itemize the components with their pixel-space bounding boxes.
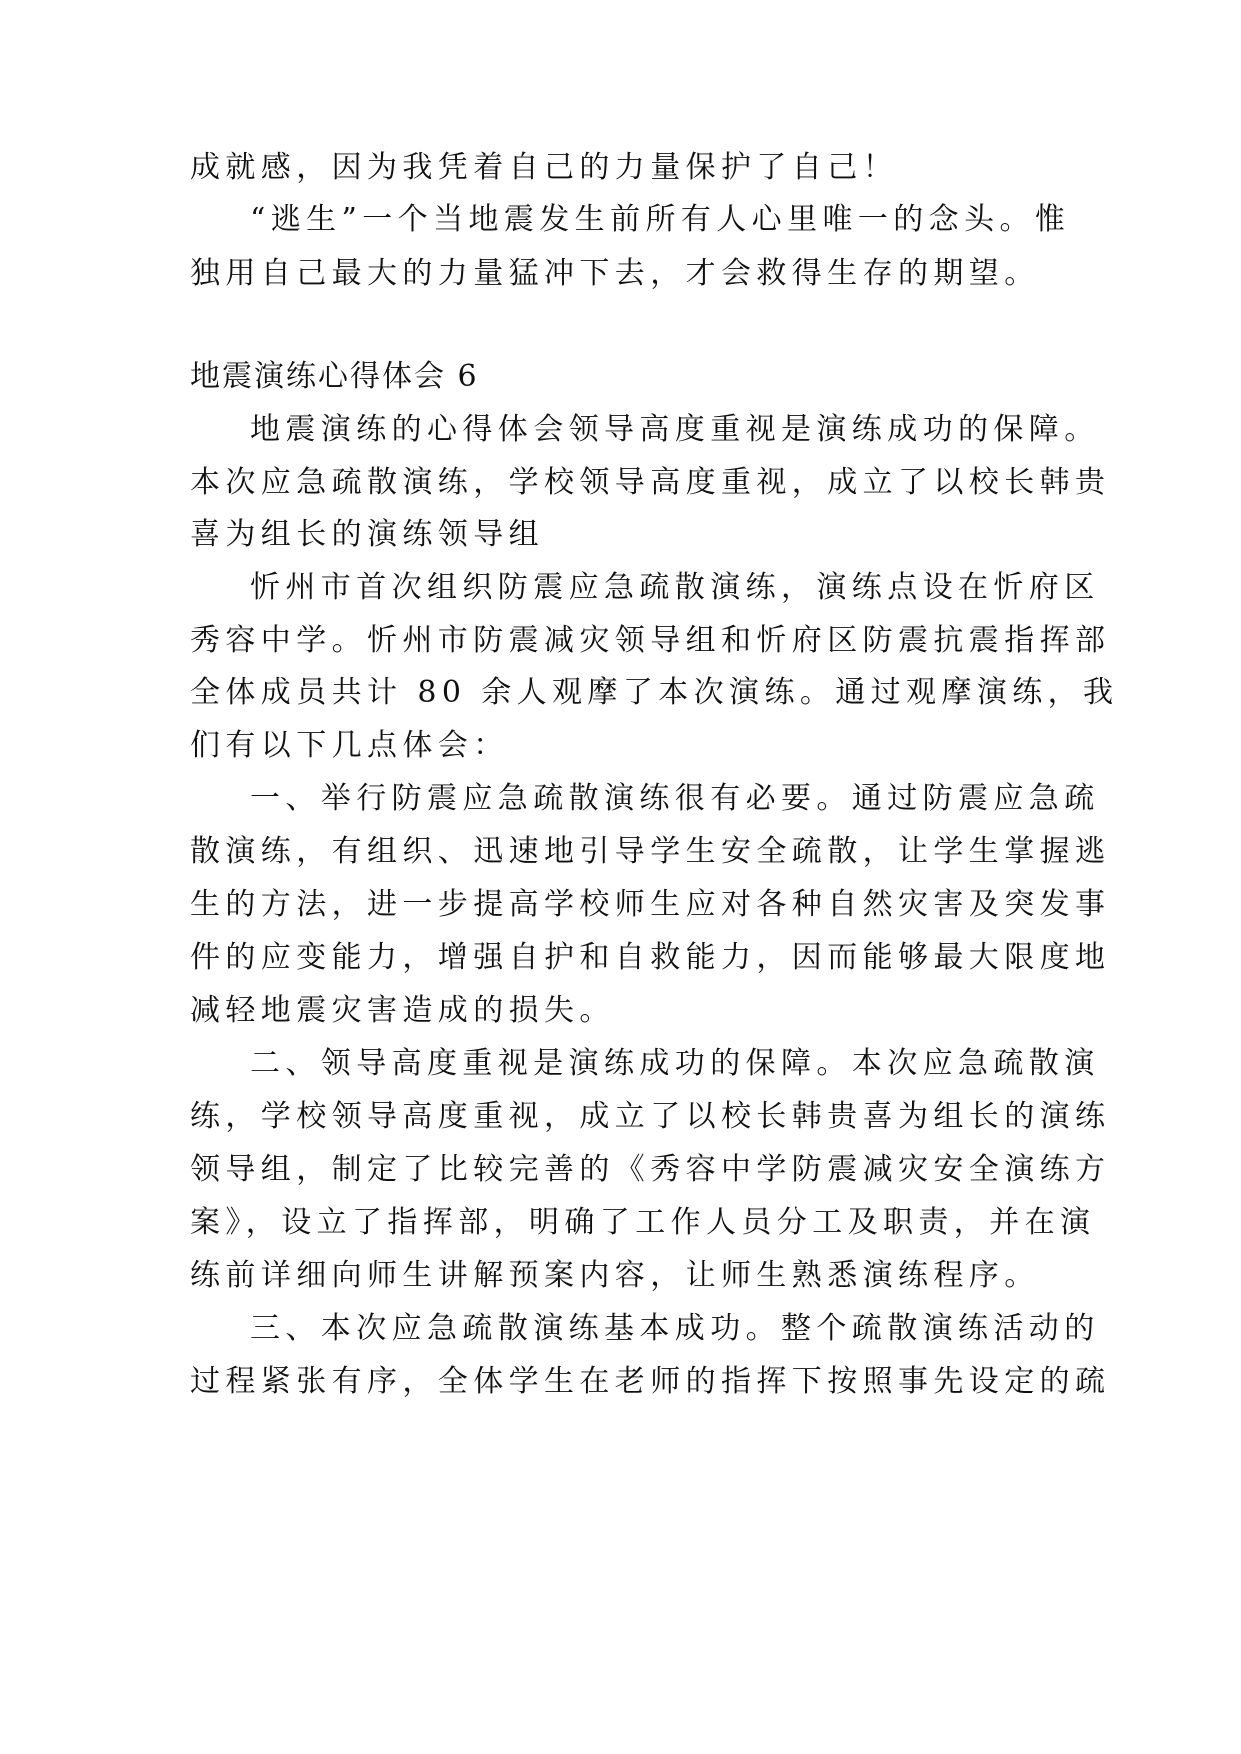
paragraph-line: 练，学校领导高度重视，成立了以校长韩贵喜为组长的演练 (190, 1099, 1111, 1134)
paragraph-line: “逃生”一个当地震发生前所有人心里唯一的念头。惟 (250, 202, 1071, 237)
paragraph-line: 三、本次应急疏散演练基本成功。整个疏散演练活动的 (250, 1311, 1100, 1346)
paragraph-line: 们有以下几点体会： (190, 728, 509, 763)
paragraph-line: 领导组，制定了比较完善的《秀容中学防震减灾安全演练方 (190, 1152, 1111, 1187)
paragraph-line: 独用自己最大的力量猛冲下去，才会救得生存的期望。 (190, 256, 1040, 291)
paragraph-line: 过程紧张有序，全体学生在老师的指挥下按照事先设定的疏 (190, 1364, 1111, 1399)
paragraph-line: 练前详细向师生讲解预案内容，让师生熟悉演练程序。 (190, 1258, 1040, 1293)
paragraph-line: 本次应急疏散演练，学校领导高度重视，成立了以校长韩贵 (190, 465, 1111, 500)
paragraph-line: 件的应变能力，增强自护和自救能力，因而能够最大限度地 (190, 940, 1111, 975)
paragraph-line: 生的方法，进一步提高学校师生应对各种自然灾害及突发事 (190, 887, 1111, 922)
paragraph-line: 成就感，因为我凭着自己的力量保护了自己！ (190, 150, 898, 185)
paragraph-line: 喜为组长的演练领导组 (190, 517, 544, 552)
paragraph-line: 忻州市首次组织防震应急疏散演练，演练点设在忻府区 (250, 570, 1100, 605)
paragraph-line: 减轻地震灾害造成的损失。 (190, 993, 615, 1028)
paragraph-line: 全体成员共计 80 余人观摩了本次演练。通过观摩演练，我 (190, 675, 1119, 710)
paragraph-line: 秀容中学。忻州市防震减灾领导组和忻府区防震抗震指挥部 (190, 623, 1111, 658)
paragraph-line: 案》，设立了指挥部，明确了工作人员分工及职责，并在演 (190, 1205, 1096, 1240)
paragraph-line: 一、举行防震应急疏散演练很有必要。通过防震应急疏 (250, 781, 1100, 816)
paragraph-line: 地震演练的心得体会领导高度重视是演练成功的保障。 (250, 412, 1100, 447)
section-title: 地震演练心得体会 6 (190, 359, 479, 394)
paragraph-line: 散演练，有组织、迅速地引导学生安全疏散，让学生掌握逃 (190, 834, 1111, 869)
paragraph-line: 二、领导高度重视是演练成功的保障。本次应急疏散演 (250, 1046, 1100, 1081)
